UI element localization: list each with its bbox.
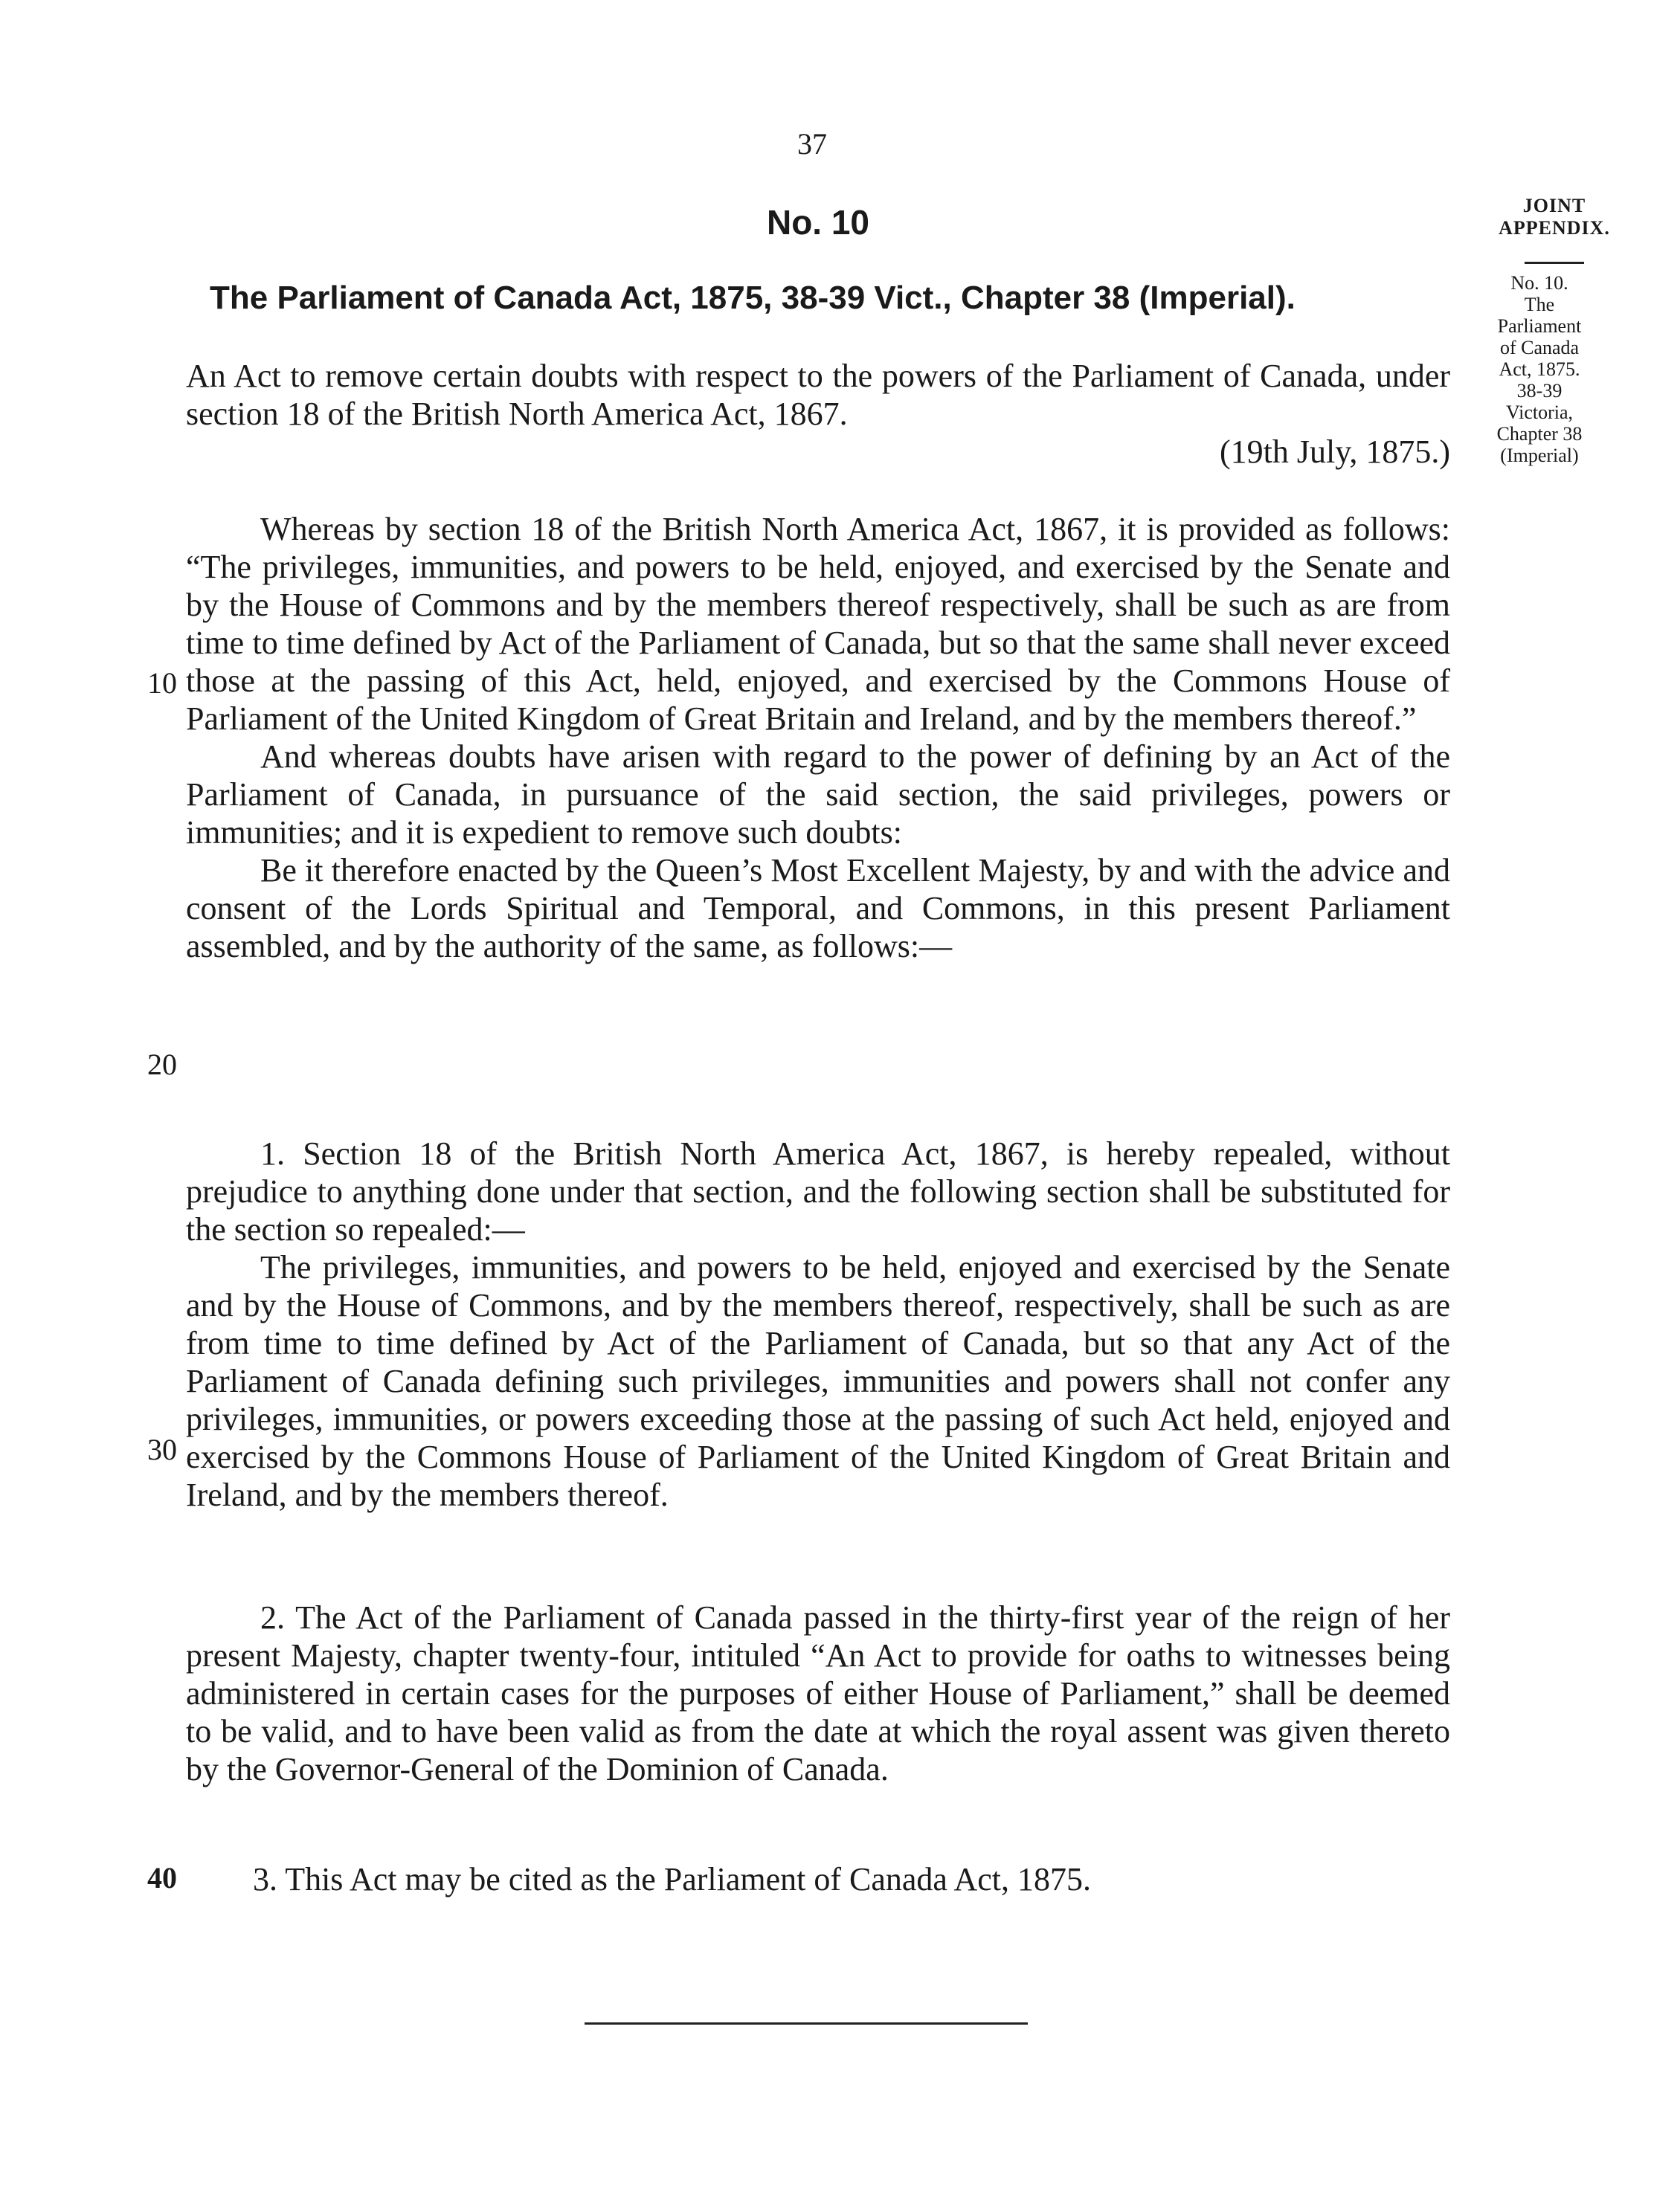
line-number-10: 10 <box>147 666 177 700</box>
page-number: 37 <box>797 127 827 161</box>
line-number-20: 20 <box>147 1048 177 1081</box>
preamble <box>186 357 1450 433</box>
act-date: (19th July, 1875.) <box>1219 433 1450 470</box>
margin-note-line: 38-39 <box>1516 380 1562 402</box>
joint-appendix-label <box>1487 195 1621 239</box>
margin-note-line: Chapter 38 <box>1496 423 1583 445</box>
margin-note-line: Parliament <box>1497 315 1582 337</box>
section-2-block <box>186 1599 1450 1788</box>
end-rule <box>585 2022 1028 2025</box>
section-1: 1. Section 18 of the British North America Act, 1867, is hereby repealed, without prejudice to anything done under that section, and the following section shall be substituted for the section so repealed:— <box>186 1135 1450 1248</box>
section-1-block <box>186 1135 1450 1514</box>
whereas-paragraph-2: And whereas doubts have arisen with regard to the power of defining by an Act of the Parliament of Canada, in pursuance of the said section, the said privileges, powers or immunities; and it is expedient to remove such doubts: <box>186 738 1450 851</box>
whereas-paragraph-1: Whereas by section 18 of the British North America Act, 1867, it is provided as follows: “The privileges, immunities, and powers to be held, enjoyed, and exercised by the Senate and by the House of Commons and by the members thereof respectively, shall be such as are from time to time defined by Act of the Parliament of Canada, but so that the same shall never exceed those at the passing of this Act, held, enjoyed, and exercised by the Commons House of Parliament of the United Kingdom of Great Britain and Ireland, and by the members thereof.” <box>186 511 1450 737</box>
section-2: 2. The Act of the Parliament of Canada passed in the thirty-first year of the reign of her present Majesty, chapter twenty-four, intituled “An Act to provide for oaths to witnesses being administered in certain cases for the purposes of either House of Parliament,” shall be deemed to be valid, and to have been valid as from the date at which the royal assent was given thereto by the Governor-General of the Dominion of Canada. <box>186 1599 1450 1787</box>
margin-note-line: No. 10. <box>1510 272 1568 294</box>
margin-note <box>1465 272 1614 466</box>
line-number-30: 30 <box>147 1433 177 1466</box>
joint-appendix-line-2: APPENDIX. <box>1499 217 1610 239</box>
enacting-clause: Be it therefore enacted by the Queen’s Most Excellent Majesty, by and with the advice and consent of the Lords Spiritual and Temporal, and Commons, in this present Parliament assembled, and by the authority of the same, as follows:— <box>186 852 1450 964</box>
margin-note-line: The <box>1524 294 1555 315</box>
margin-rule <box>1525 262 1584 264</box>
margin-note-line: (Imperial) <box>1500 445 1579 466</box>
line-number-40: 40 <box>147 1861 177 1895</box>
margin-note-line: of Canada <box>1499 337 1580 358</box>
document-number: No. 10 <box>766 203 870 242</box>
margin-note-line: Victoria, <box>1505 402 1574 423</box>
recitals <box>186 510 1450 965</box>
document-title: The Parliament of Canada Act, 1875, 38-39 Vict., Chapter 38 (Imperial). <box>210 280 1296 316</box>
preamble-text: An Act to remove certain doubts with respect to the powers of the Parliament of Canada, under section 18 of the British North America Act, 1867. <box>186 358 1450 432</box>
margin-note-line: Act, 1875. <box>1499 358 1580 380</box>
section-3: 3. This Act may be cited as the Parliament of Canada Act, 1875. <box>253 1861 1092 1897</box>
joint-appendix-line-1: JOINT <box>1522 195 1586 216</box>
section-1-substituted-text: The privileges, immunities, and powers to be held, enjoyed and exercised by the Senate and by the House of Commons, and by the members thereof, respectively, shall be such as are from time to time defined by Act of the Parliament of Canada, but so that any Act of the Parliament of Canada defining such privileges, immunities and powers shall not confer any privileges, immunities, or powers exceeding those at the passing of such Act held, enjoyed and exercised by the Commons House of Parliament of the United Kingdom of Great Britain and Ireland, and by the members thereof. <box>186 1249 1450 1513</box>
